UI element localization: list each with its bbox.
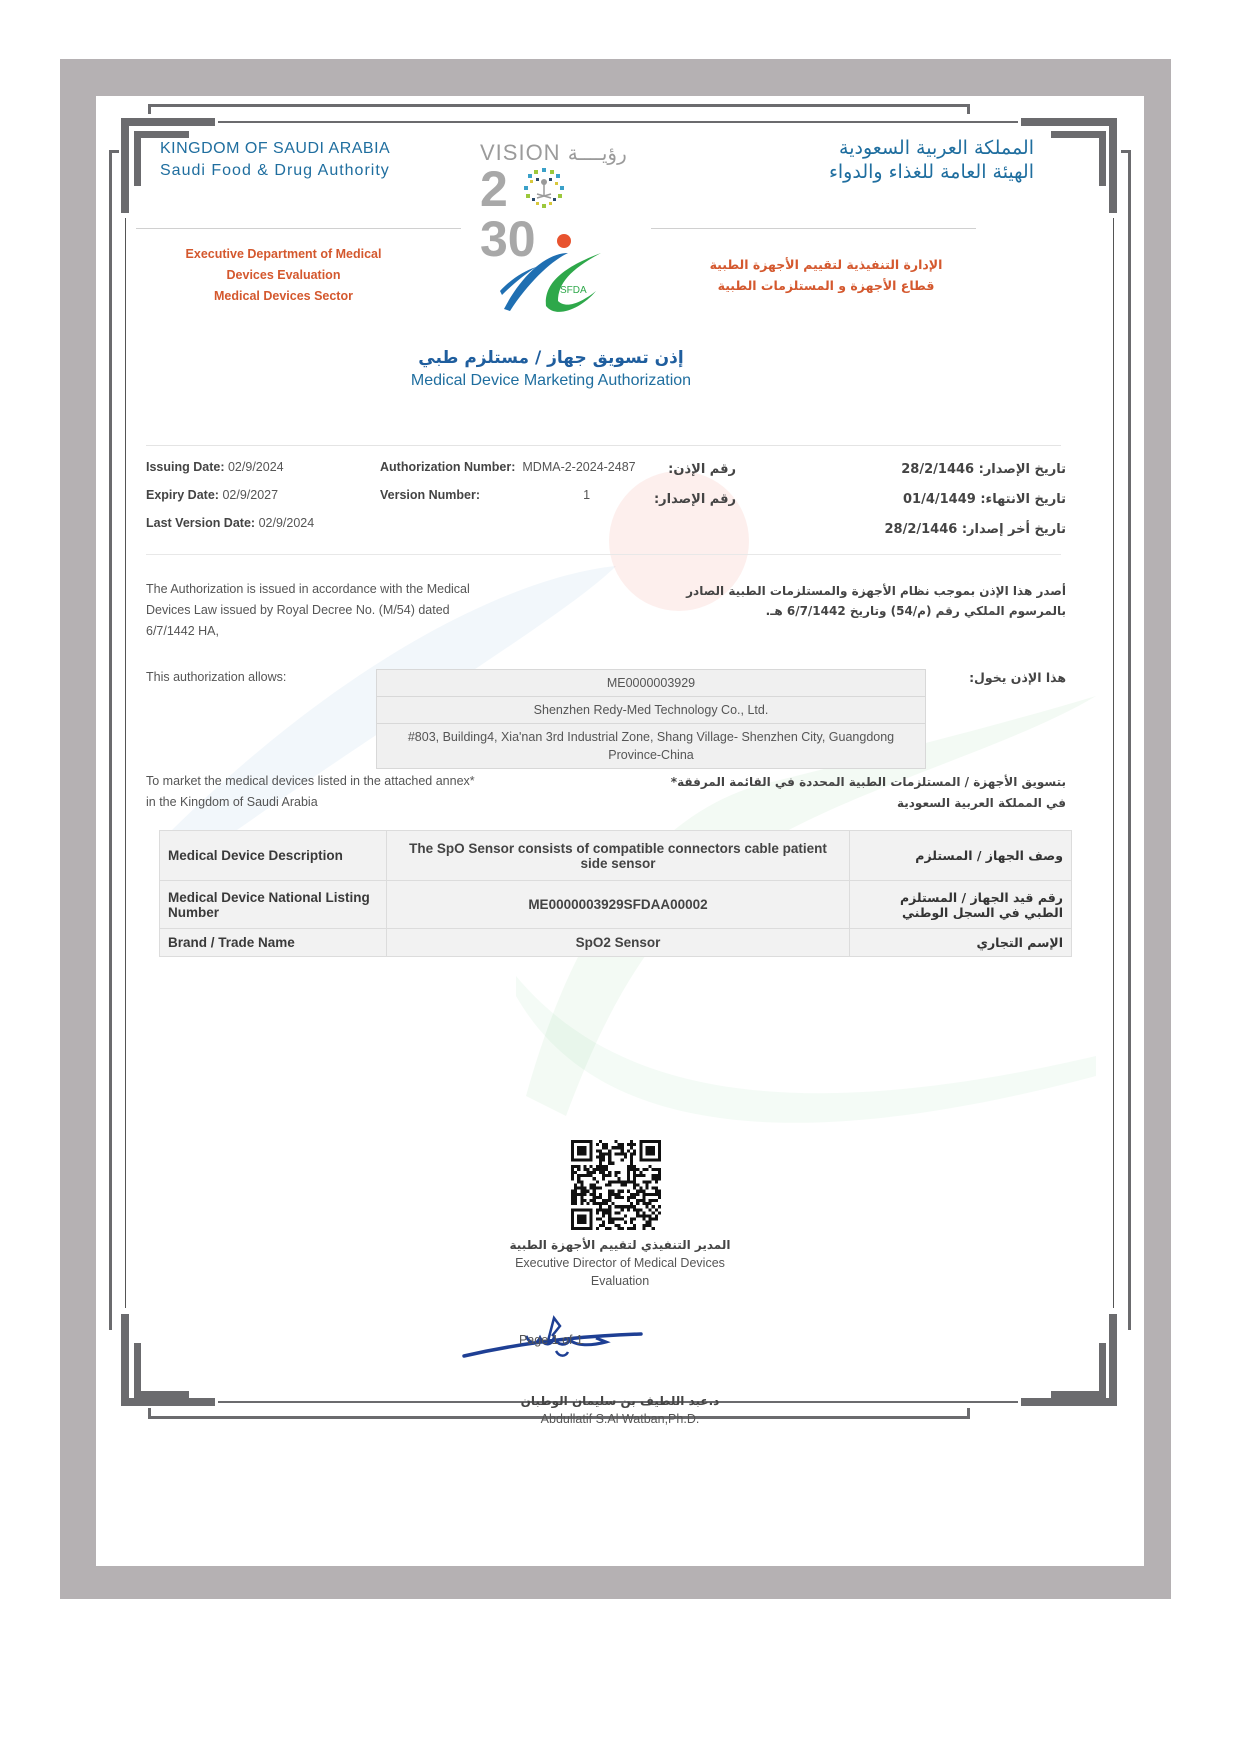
- sfda-logo: [496, 231, 606, 316]
- table-row: [160, 881, 1072, 929]
- listing-number-label-ar: رقم قيد الجهاز / المستلزم الطبي في السجل الوطني: [850, 881, 1072, 929]
- last-version-date-value-ar: 28/2/1446: [884, 522, 958, 537]
- issuing-date-value-ar: 28/2/1446: [901, 462, 975, 477]
- auth-number-value: MDMA-2-2024-2487: [522, 460, 636, 474]
- legal-line-ar: بالمرسوم الملكي رقم (م/54) وتاريخ 6/7/1442 هـ.: [765, 604, 1066, 618]
- signatory-title: [96, 1238, 1144, 1288]
- last-version-date-value: 02/9/2024: [258, 516, 315, 530]
- brand-name-value: SpO2 Sensor: [387, 929, 850, 957]
- market-line-ar: بتسويق الأجهزة / المستلزمات الطبية المحددة في القائمة المرفقة*: [670, 775, 1066, 789]
- signatory-title-en-2: Evaluation: [590, 1274, 650, 1288]
- version-number-value: 1: [583, 488, 591, 502]
- department-ar: [696, 254, 956, 296]
- legal-basis-ar: [656, 581, 1066, 621]
- market-line: in the Kingdom of Saudi Arabia: [146, 795, 318, 809]
- department-line: Executive Department of Medical: [185, 247, 382, 261]
- document-title: [96, 348, 1006, 390]
- department-en: [166, 244, 401, 307]
- brand-name-label: Brand / Trade Name: [160, 929, 387, 957]
- device-table: [159, 830, 1072, 957]
- document-title-en: Medical Device Marketing Authorization: [410, 372, 692, 389]
- header-divider-right: [651, 228, 976, 229]
- market-line: To market the medical devices listed in the attached annex*: [146, 774, 475, 788]
- brand-name-label-ar: الإسم التجاري: [850, 929, 1072, 957]
- auth-number-label-ar: رقم الإذن:: [668, 462, 736, 477]
- device-description-label: Medical Device Description: [160, 831, 387, 881]
- market-scope-ar: [636, 772, 1066, 814]
- auth-numbers-en: [380, 453, 636, 509]
- auth-number-label: Authorization Number:: [380, 460, 516, 474]
- info-divider-top: [146, 445, 1061, 446]
- vision-word-ar: رؤيــــة: [567, 141, 627, 165]
- expiry-date-label-ar: تاريخ الانتهاء:: [980, 492, 1066, 507]
- authority-title-en: Saudi Food & Drug Authority: [160, 162, 390, 179]
- signatory-name-ar: د.عبد اللطيف بن سليمان الوطبان: [520, 1394, 720, 1408]
- listing-number-value: ME0000003929SFDAA00002: [387, 881, 850, 929]
- header-divider-left: [136, 228, 461, 229]
- licensee-address: #803, Building4, Xia'nan 3rd Industrial Zone, Shang Village- Shenzhen City, Guangdong Province-China: [377, 724, 925, 768]
- issuing-date-label: Issuing Date:: [146, 460, 225, 474]
- table-row: [160, 831, 1072, 881]
- allows-label-en: This authorization allows:: [146, 670, 287, 684]
- department-line-ar: الإدارة التنفيذية لتقييم الأجهزة الطبية: [709, 257, 943, 272]
- auth-numbers-ar: [651, 455, 736, 515]
- kingdom-title-ar: المملكة العربية السعودية: [839, 137, 1034, 159]
- certificate-page: [96, 96, 1144, 1566]
- vision-emblem-icon: [522, 166, 566, 210]
- sfda-logo-text: SFDA: [560, 285, 587, 296]
- device-description-label-ar: وصف الجهاز / المستلزم: [850, 831, 1072, 881]
- legal-basis-en: [146, 579, 470, 642]
- signatory-title-en: Executive Director of Medical Devices: [515, 1256, 725, 1270]
- market-line-ar: في المملكة العربية السعودية: [896, 796, 1066, 810]
- signatory-name-en: Abdullatif S.Al Watban,Ph.D.: [540, 1412, 700, 1426]
- allows-label-ar: هذا الإذن يخول:: [969, 670, 1066, 685]
- licensee-company-name: Shenzhen Redy-Med Technology Co., Ltd.: [377, 697, 925, 724]
- department-line-ar: قطاع الأجهزة و المستلزمات الطبية: [717, 278, 935, 293]
- expiry-date-value-ar: 01/4/1449: [902, 492, 976, 507]
- qr-code[interactable]: [571, 1140, 661, 1230]
- expiry-date-value: 02/9/2027: [222, 488, 279, 502]
- authority-title-ar: الهيئة العامة للغذاء والدواء: [828, 161, 1034, 183]
- dates-en: [146, 453, 314, 537]
- legal-line: The Authorization is issued in accordance with the Medical: [146, 582, 470, 596]
- licensee-registration-number: ME0000003929: [377, 670, 925, 697]
- device-description-value: The SpO Sensor consists of compatible connectors cable patient side sensor: [387, 831, 850, 881]
- listing-number-label: Medical Device National Listing Number: [160, 881, 387, 929]
- expiry-date-label: Expiry Date:: [146, 488, 219, 502]
- dates-ar: [786, 455, 1066, 545]
- page-number: Page 1 of 1: [519, 1333, 583, 1347]
- version-number-label: Version Number:: [380, 488, 481, 502]
- legal-line: 6/7/1442 HA,: [146, 624, 219, 638]
- header-arabic: [829, 136, 1034, 184]
- issuing-date-value: 02/9/2024: [227, 460, 284, 474]
- signatory-title-ar: المدير التنفيذي لتقييم الأجهزة الطبية: [509, 1238, 731, 1252]
- legal-line: Devices Law issued by Royal Decree No. (M/54) dated: [146, 603, 450, 617]
- vision-year-digit: 2: [480, 161, 508, 217]
- last-version-date-label-ar: تاريخ أخر إصدار:: [961, 522, 1066, 537]
- department-line: Medical Devices Sector: [214, 289, 353, 303]
- vision-year-digits: 30: [480, 211, 536, 267]
- department-line: Devices Evaluation: [226, 268, 341, 282]
- vision-2030-logo: [480, 140, 630, 267]
- header-english: [160, 138, 390, 182]
- vision-word: VISION: [480, 140, 561, 165]
- last-version-date-label: Last Version Date:: [146, 516, 256, 530]
- signatory-name: [96, 1394, 1144, 1426]
- licensee-box: [376, 669, 926, 769]
- document-title-ar: إذن تسويق جهاز / مستلزم طبي: [418, 348, 684, 368]
- legal-line-ar: أصدر هذا الإذن بموجب نظام الأجهزة والمستلزمات الطبية الصادر: [686, 584, 1066, 598]
- info-divider-bottom: [146, 554, 1061, 555]
- kingdom-title-en: KINGDOM OF SAUDI ARABIA: [160, 140, 391, 157]
- market-scope-en: [146, 771, 475, 813]
- issuing-date-label-ar: تاريخ الإصدار:: [978, 462, 1066, 477]
- version-number-label-ar: رقم الإصدار:: [653, 492, 736, 507]
- table-row: [160, 929, 1072, 957]
